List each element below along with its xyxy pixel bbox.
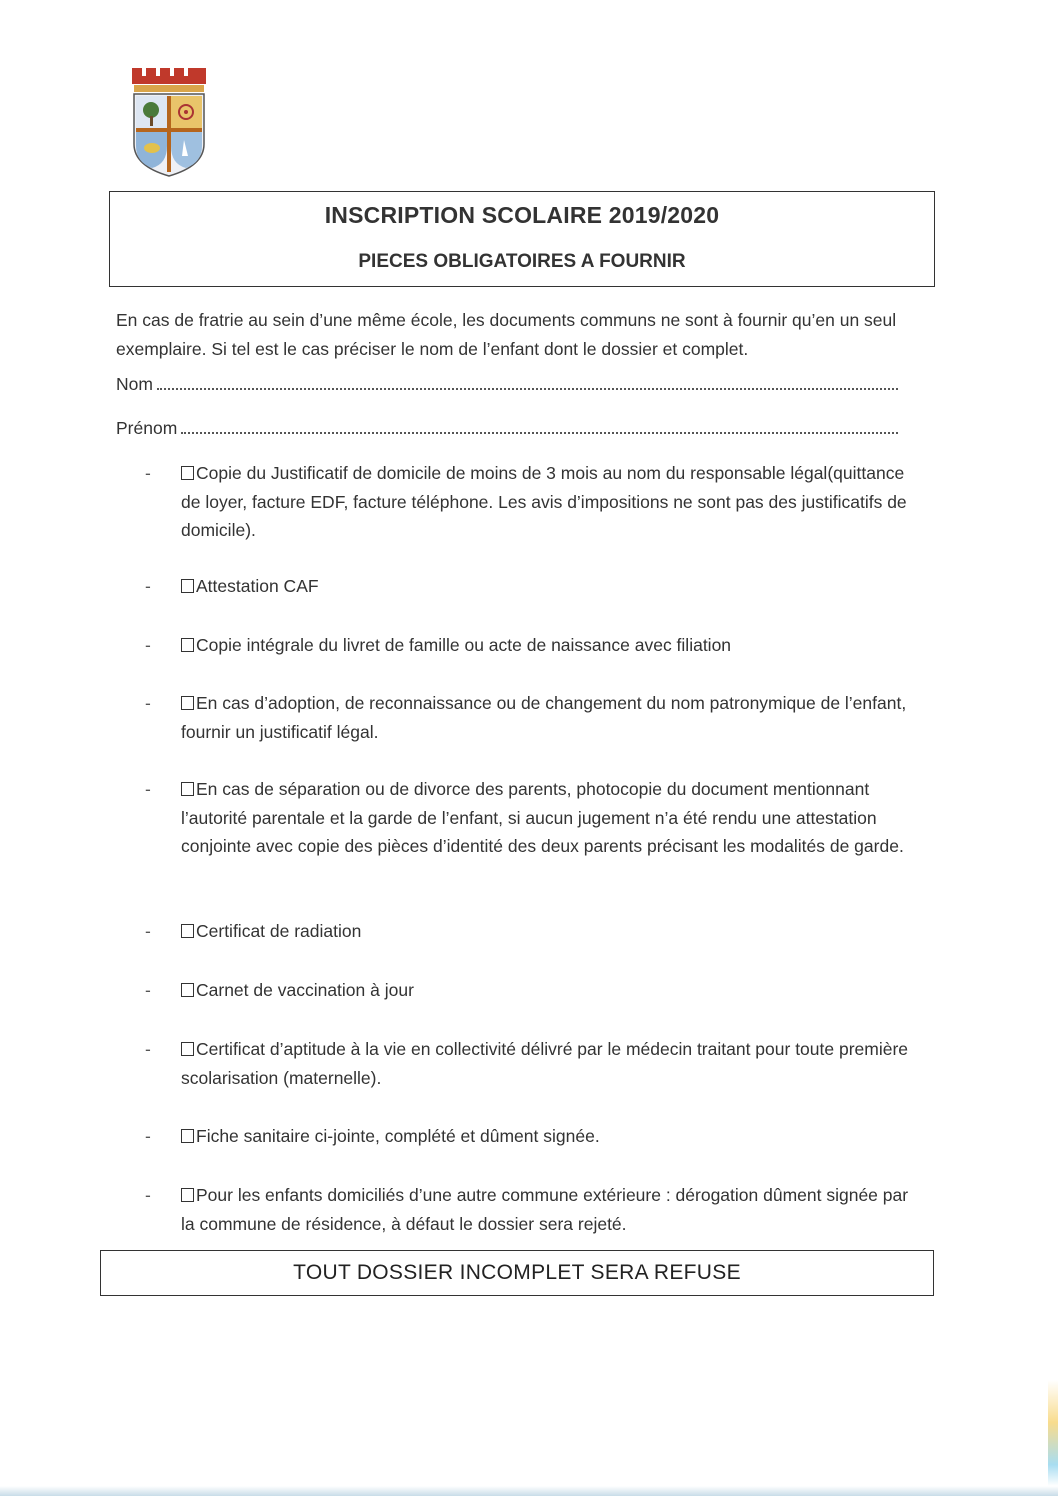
checkbox-icon[interactable] [181, 466, 194, 480]
nom-dotted-line[interactable] [157, 376, 898, 390]
list-dash: - [145, 779, 151, 799]
header-box [109, 191, 935, 287]
prenom-label: Prénom [116, 418, 178, 438]
list-dash: - [145, 576, 151, 596]
prenom-dotted-line[interactable] [181, 420, 898, 434]
item-text: Copie intégrale du livret de famille ou acte de naissance avec filiation [196, 635, 732, 655]
scan-edge [0, 1486, 1058, 1496]
checkbox-icon[interactable] [181, 1129, 194, 1143]
checkbox-icon[interactable] [181, 579, 194, 593]
nom-field[interactable] [116, 374, 898, 395]
item-text: En cas de séparation ou de divorce des parents, photocopie du document mentionnant l’autorité parentale et la garde de l’enfant, si aucun jugement n’a été rendu une attestation conjointe avec copie des pièces d’identité des deux parents précisant les modalités de garde. [181, 779, 904, 856]
item-text: Certificat de radiation [196, 921, 362, 941]
document-title: INSCRIPTION SCOLAIRE 2019/2020 [324, 202, 720, 228]
list-dash: - [145, 693, 151, 713]
prenom-field[interactable] [116, 418, 898, 439]
item-text: Carnet de vaccination à jour [196, 980, 414, 1000]
document-subtitle: PIECES OBLIGATOIRES A FOURNIR [358, 251, 686, 272]
item-text: Certificat d’aptitude à la vie en collectivité délivré par le médecin traitant pour toute première scolarisation (maternelle). [181, 1039, 909, 1088]
nom-label: Nom [116, 374, 153, 394]
checkbox-icon[interactable] [181, 782, 194, 796]
item-text: En cas d’adoption, de reconnaissance ou de changement du nom patronymique de l’enfant, fournir un justificatif légal. [181, 693, 907, 742]
list-dash: - [145, 1185, 151, 1205]
footer-notice-box [100, 1250, 934, 1296]
intro-paragraph: En cas de fratrie au sein d’une même école, les documents communs ne sont à fournir qu’en un seul exemplaire. Si tel est le cas préciser le nom de l’enfant dont le dossier et complet. [116, 310, 897, 359]
list-dash: - [145, 921, 151, 941]
list-dash: - [145, 463, 151, 483]
list-dash: - [145, 1126, 151, 1146]
coat-of-arms-logo [128, 66, 210, 178]
list-dash: - [145, 635, 151, 655]
checkbox-icon[interactable] [181, 983, 194, 997]
scan-edge [1048, 1380, 1058, 1486]
list-dash: - [145, 1039, 151, 1059]
item-text: Pour les enfants domiciliés d’une autre commune extérieure : dérogation dûment signée par la commune de résidence, à défaut le dossier sera rejeté. [181, 1185, 909, 1234]
item-text: Fiche sanitaire ci-jointe, complété et dûment signée. [196, 1126, 600, 1146]
item-text: Attestation CAF [196, 576, 319, 596]
item-text: Copie du Justificatif de domicile de moins de 3 mois au nom du responsable légal(quittance de loyer, facture EDF, facture téléphone. Les avis d’impositions ne sont pas des justificatifs de domicile). [181, 463, 907, 540]
footer-notice: TOUT DOSSIER INCOMPLET SERA REFUSE [293, 1261, 741, 1284]
list-dash: - [145, 980, 151, 1000]
checkbox-icon[interactable] [181, 1188, 194, 1202]
checkbox-icon[interactable] [181, 638, 194, 652]
checkbox-icon[interactable] [181, 696, 194, 710]
checkbox-icon[interactable] [181, 924, 194, 938]
checkbox-icon[interactable] [181, 1042, 194, 1056]
